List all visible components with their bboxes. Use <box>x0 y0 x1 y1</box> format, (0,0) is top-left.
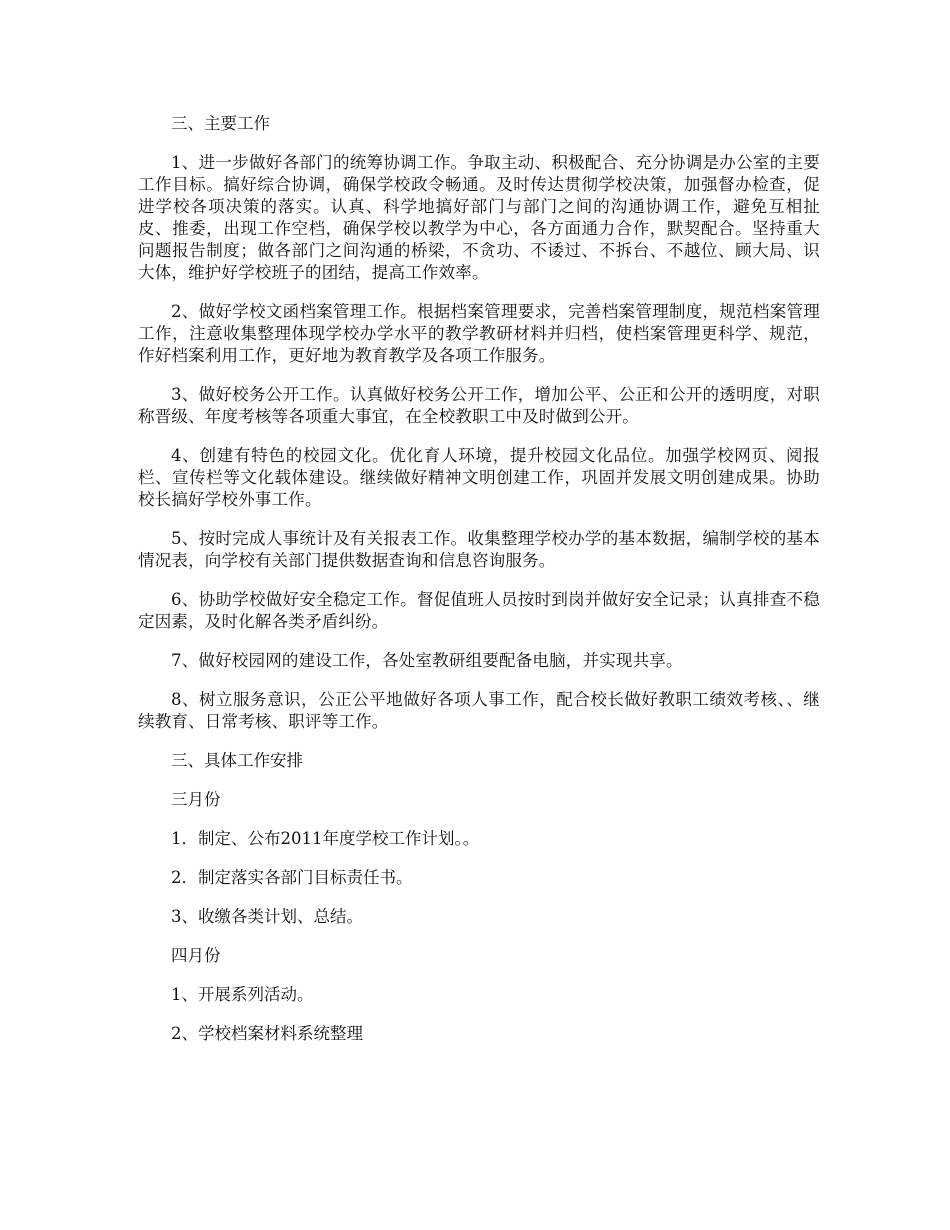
section-heading-main-work: 三、主要工作 <box>171 114 270 133</box>
paragraph-safety: 6、协助学校做好安全稳定工作。督促值班人员按时到岗并做好安全记录；认真排查不稳定因素，及时化解各类矛盾纠纷。 <box>138 590 820 631</box>
april-item: 2、学校档案材料系统整理 <box>171 1024 363 1043</box>
paragraph-statistics: 5、按时完成人事统计及有关报表工作。收集整理学校办学的基本数据，编制学校的基本情况表，向学校有关部门提供数据查询和信息咨询服务。 <box>138 529 820 570</box>
section-heading-schedule: 三、具体工作安排 <box>171 751 303 770</box>
april-item: 1、开展系列活动。 <box>171 985 314 1004</box>
paragraph-coordination: 1、进一步做好各部门的统筹协调工作。争取主动、积极配合、充分协调是办公室的主要工作目标。搞好综合协调，确保学校政令畅通。及时传达贯彻学校决策，加强督办检查，促进学校各项决策的落实。认真、科学地搞好部门与部门之间的沟通协调工作，避免互相扯皮、推委，出现工作空档，确保学校以教学为中心，各方面通力合作，默契配合。坚持重大问题报告制度；做各部门之间沟通的桥梁，不贪功、不诿过、不拆台、不越位、顾大局、识大体，维护好学校班子的团结，提高工作效率。 <box>138 153 820 282</box>
march-item: 3、收缴各类计划、总结。 <box>171 907 363 926</box>
paragraph-campus-network: 7、做好校园网的建设工作，各处室教研组要配备电脑，并实现共享。 <box>171 651 683 670</box>
paragraph-campus-culture: 4、创建有特色的校园文化。优化育人环境，提升校园文化品位。加强学校网页、阅报栏、宣传栏等文化载体建设。继续做好精神文明创建工作，巩固并发展文明创建成果。协助校长搞好学校外事工作。 <box>138 446 820 509</box>
month-heading-april: 四月份 <box>171 946 221 965</box>
paragraph-transparency: 3、做好校务公开工作。认真做好校务公开工作，增加公平、公正和公开的透明度，对职称晋级、年度考核等各项重大事宜，在全校教职工中及时做到公开。 <box>138 385 820 426</box>
march-item: 2．制定落实各部门目标责任书。 <box>171 868 413 887</box>
paragraph-archives: 2、做好学校文函档案管理工作。根据档案管理要求，完善档案管理制度，规范档案管理工作，注意收集整理体现学校办学水平的教学教研材料并归档，使档案管理更科学、规范，作好档案利用工作，更好地为教育教学及各项工作服务。 <box>138 302 820 365</box>
document-body <box>138 113 820 1062</box>
march-item: 1．制定、公布2011年度学校工作计划。。 <box>171 829 480 848</box>
paragraph-service: 8、树立服务意识，公正公平地做好各项人事工作，配合校长做好教职工绩效考核、、继续教育、日常考核、职评等工作。 <box>138 690 820 731</box>
month-heading-march: 三月份 <box>171 790 221 809</box>
